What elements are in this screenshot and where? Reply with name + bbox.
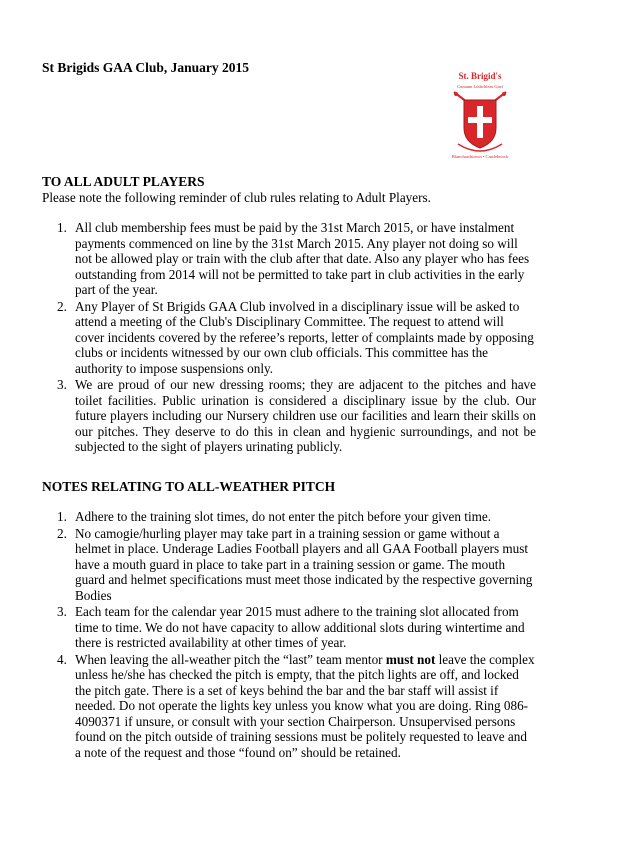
list-item	[42, 509, 536, 525]
list-item	[42, 299, 536, 377]
list-number: 3.	[57, 377, 67, 392]
list-number: 1.	[57, 509, 67, 524]
list-item	[42, 526, 536, 604]
list-number: 2.	[57, 525, 67, 541]
list-text: Each team for the calendar year 2015 must adhere to the training slot allocated from time to time. We do not have capacity to allow additional slots during wintertime and there is restricted availability at other times of year.	[75, 604, 525, 650]
list-item	[42, 652, 536, 761]
list-number: 4.	[57, 651, 67, 667]
list-text: All club membership fees must be paid by the 31st March 2015, or have instalment payments commenced on line by the 31st March 2015. Any player not doing so will not be allowed play or train with the club after that date. Also any player who has fees outstanding from 2014 will not be permitted to take part in club activities in the early part of the year.	[75, 220, 530, 297]
club-crest-logo	[442, 70, 518, 160]
list-item	[42, 604, 536, 651]
list-item	[42, 377, 536, 455]
list-text: Adhere to the training slot times, do not enter the pitch before your given time.	[75, 509, 492, 524]
list-number: 1.	[57, 220, 67, 235]
adult-players-intro: Please note the following reminder of club rules relating to Adult Players.	[42, 190, 431, 205]
list-text: No camogie/hurling player may take part in a training session or game without a helmet in place. Underage Ladies Football players and all GAA Football players must have a mouth guard in place to take part in a training session or game. The mouth guard and helmet specifications must meet those indicated by the respective governing Bodies	[75, 525, 533, 603]
emphasis-must-not: must not	[385, 651, 436, 667]
adult-rules-list	[42, 220, 536, 456]
crest-sub-text: Cumann Lúthchleas Gael	[457, 84, 503, 89]
list-text	[75, 652, 536, 761]
crest-bottom-text: Blanchardstown • Castleknock	[451, 154, 509, 159]
adult-players-heading: TO ALL ADULT PLAYERS	[42, 174, 205, 189]
pitch-notes-list	[42, 509, 536, 761]
list-text-part: When leaving the all-weather pitch the “last” team mentor	[75, 651, 386, 667]
list-number: 2.	[57, 298, 67, 314]
list-number: 3.	[57, 604, 67, 619]
crest-top-text: St. Brigid's	[458, 71, 502, 81]
page-title: St Brigids GAA Club, January 2015	[42, 60, 250, 75]
list-item	[42, 220, 536, 298]
list-text-part: leave the complex unless he/she has checked the pitch is empty, that the pitch lights are off, and locked the pitch gate. There is a set of keys behind the bar and the bar staff will assist if needed. Do not operate the lights key unless you know what you are doing. Ring 086-4090371 if unsure, or consult with your section Chairperson. Unsupervised persons found on the pitch outside of training sessions must be politely requested to leave and a note of the request and those “found on” should be retained.	[75, 651, 535, 760]
pitch-notes-heading: NOTES RELATING TO ALL-WEATHER PITCH	[42, 479, 336, 494]
list-text: Any Player of St Brigids GAA Club involved in a disciplinary issue will be asked to attend a meeting of the Club's Disciplinary Committee. The request to attend will cover incidents covered by the referee’s reports, letter of complaints made by opposing clubs or incidents witnessed by our own club officials. This committee has the authority to impose suspensions only.	[75, 298, 534, 376]
list-text: We are proud of our new dressing rooms; they are adjacent to the pitches and have toilet facilities. Public urination is considered a disciplinary issue by the club. Our future players including our Nursery children use our facilities and learn their skills on our pitches. They deserve to do this in clean and hygienic surroundings, and not be subjected to the sight of players urinating publicly.	[75, 377, 536, 454]
